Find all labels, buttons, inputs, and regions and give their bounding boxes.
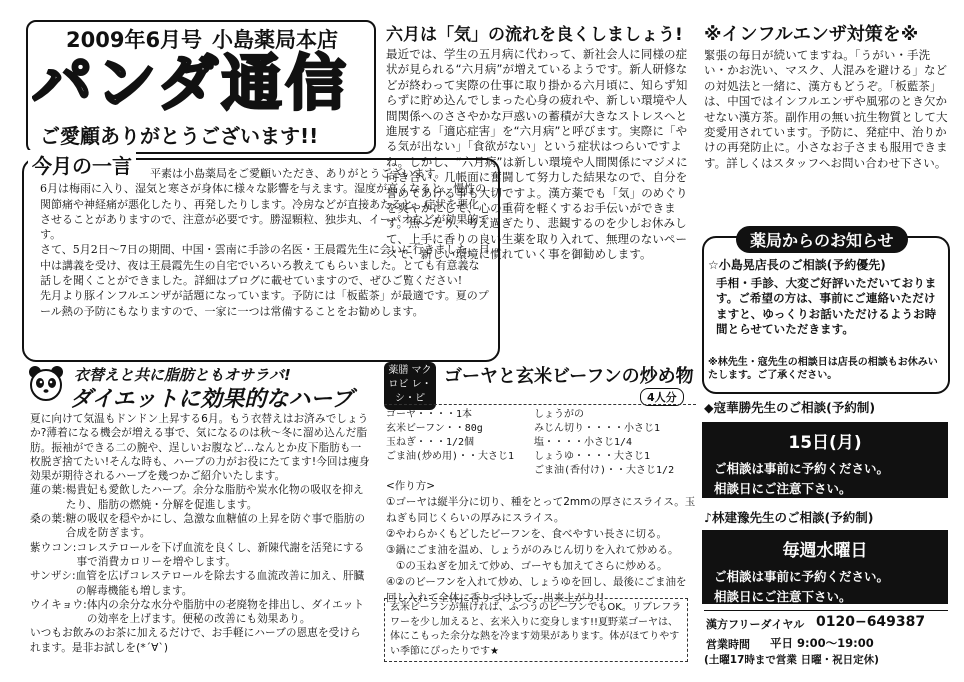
recipe-steps: [386, 478, 696, 606]
herb-desc: 体内の余分な水分や脂肪中の老廃物を排出し、ダイエットの効率を上げます。便秘の改善にも効果あり。: [86, 598, 365, 626]
dial-number: 0120−649387: [816, 614, 926, 630]
greeting-line-1: 平素は小島薬局をご愛顧いただき、ありがとうございます。: [150, 167, 446, 180]
recipe-step: ①ゴーヤは縦半分に切り、種をとって2mmの厚さにスライス。玉ねぎも同じくらいの厚みにスライス。: [386, 496, 696, 524]
recipe-memo-text: 玄米ビーフンが無ければ、ふつうのビーフンでもOK。リブレフラワーを少し加えると、玄米入りに変身します!!夏野菜ゴーヤは、体にこもった余分な熱を冷ます効果があります。体がほてりやすい季節にぴったりです★: [390, 602, 682, 657]
recipe-step: ③鍋にごま油を温め、しょうがのみじん切りを入れて炒める。: [386, 544, 679, 556]
recipe-tag-text: 薬膳 マクロビ レ・シ・ピ: [388, 365, 432, 404]
recipe-step: ④②のビーフンを入れて炒め、しょうゆを回し、最後にごま油を回し入れて全体に香りづけして、出来上がり!!: [386, 576, 687, 604]
ki-body: 最近では、学生の五月病に代わって、新社会人に同様の症状が見られる“六月病”が増えているようです。新人研修などが終わって実際の仕事に取り掛かる六月頃に、知らず知らずに貯め込んでしまった心身の疲れや、新しい環境や人間関係へのささやかな戸惑いの蓄積が大きなストレスへと進展する「適応症害」を“六月病”と呼びます。実際に「やる気が出ない」「食欲がない」という症状はつらいですよね。しかし、“六月病”は新しい環境や人間関係にマジメに向き合い、几帳面に奮闘して努力した結果なので、自分を誉めてあげる事も大切ですよ。漢方薬でも「気」のめぐりを爽やかにして、心の重荷を軽くするお手伝いができます。焦ったり、考え過ぎたり、悲観するのを少しお休みして、上手に香りの良い生薬を取り入れて、無理のないペースで、新しい環境に慣れていく事を御勧めします。: [386, 47, 688, 262]
herb-item: [30, 483, 370, 512]
recipe-divider: [384, 404, 696, 405]
herb-desc: 糖の吸収を穏やかにし、急激な血糖値の上昇を防ぐ事で脂肪の合成を防ぎます。: [65, 513, 366, 540]
herb-item: [30, 541, 370, 570]
store-name: 小島薬局本店: [212, 28, 338, 52]
dial-label: 漢方フリーダイヤル: [706, 618, 805, 631]
greeting-heading: 今月の一言: [28, 150, 136, 179]
recipe-step: ①の玉ねぎを加えて炒め、ゴーヤも加えてさらに炒める。: [396, 560, 668, 572]
herb-item: [30, 512, 370, 541]
recipe-step: ②やわらかくもどしたビーフンを、食べやすい長さに切る。: [386, 528, 668, 540]
diet-intro: 夏に向けて気温もドンドン上昇する6月。もう衣替えはお済みでしょうか?薄着になる機会が増える事で、気になるのは秋〜冬に溜め込んだ脂肪。振袖ができる二の腕や、逞しいお腹など…なんとか皮下脂肪も一枚脱ぎ捨てたい!そんな時も、ハーブの力がお役にたてます!今回は痩身効果が期待されるハーブを幾つかご紹介いたします。: [30, 413, 370, 483]
herb-desc: コレステロールを下げ血流を良くし、新陳代謝を活発にする事で消費カロリーを増やします。: [76, 541, 365, 568]
herb-desc: 血管を広げコレステロールを除去する血流改善に加え、肝臓の解毒機能も増します。: [75, 570, 365, 597]
ingredients-right: [534, 408, 696, 478]
ki-heading: 六月は「気」の流れを良くしましょう!: [386, 25, 683, 45]
ingredient: ごま油(炒め用)・・大さじ1: [386, 451, 515, 462]
thanks-text: ご愛顧ありがとうございます!!: [40, 124, 319, 148]
recipe-serves: 4人分: [640, 388, 684, 406]
kou-date: 15日(月): [788, 433, 862, 453]
kojima-title: ☆小島晃店長のご相談(予約優先): [708, 258, 886, 272]
greeting-line-2: 6月は梅雨に入り、湿気と寒さが身体に様々な影響を与えます。湿度が高くなると、慢性の関節痛や神経痛が悪化したり、再発したりします。冷房などが直接あたると、症状を悪化させることがありますので、注意が必要です。勝湿顆粒、独歩丸、イーパオなどが効果的です。: [40, 182, 490, 242]
ingredient: ごま油(香付け)・・大さじ1/2: [534, 465, 675, 476]
hours-value: 平日 9:00〜19:00: [770, 636, 874, 650]
herb-item: [30, 598, 370, 627]
steps-label: <作り方>: [386, 480, 436, 492]
herb-name: 桑の葉:: [30, 513, 66, 526]
flu-heading: ※インフルエンザ対策を※: [704, 24, 919, 45]
ingredient: みじん切り・・・・小さじ1: [534, 423, 661, 434]
ingredient: 玉ねぎ・・・1/2個: [386, 437, 475, 448]
greeting-line-4: 先月より豚インフルエンザが話題になっています。予防には「板藍茶」が最適です。夏のプール熱の予防にもなりますので、一家に一つは常備することをお勧めします。: [40, 289, 489, 318]
kou-line-1: ご相談は事前に予約ください。: [714, 461, 890, 476]
diet-heading-2: ダイエットに効果的なハーブ: [70, 387, 354, 412]
recipe-tag: [384, 362, 436, 410]
ingredient: 玄米ビーフン・・80g: [386, 423, 483, 434]
herb-name: 紫ウコン:: [30, 541, 77, 554]
diet-heading-1: 衣替えと共に脂肪ともオサラバ!: [74, 366, 291, 384]
herb-name: ウイキョウ:: [30, 598, 87, 611]
kou-line-2: 相談日にご注意下さい。: [714, 481, 852, 496]
herb-item: [30, 569, 370, 598]
lin-line-2: 相談日にご注意下さい。: [714, 589, 852, 604]
ingredient: 塩・・・・小さじ1/4: [534, 437, 633, 448]
ingredient: しょうゆ・・・・大さじ1: [534, 451, 651, 462]
flu-body: 緊張の毎日が続いてますね。「うがい・手洗い・かお洗い、マスク、人混みを避ける」などの対処法と一緒に、漢方もどうぞ。「板藍茶」は、中国ではインフルエンザや風邪のとき欠かせない漢方茶。副作用の無い抗生物質として大変愛用されています。予防に、発症中、治りかけの再発防止に。小さなお子さまも服用できます。詳しくはスタッフへお問い合わせ下さい。: [704, 48, 948, 170]
herb-name: サンザシ:: [30, 570, 76, 583]
diet-body: [30, 412, 370, 655]
greeting-line-3: さて、5月2日〜7日の期間、中国・雲南に手診の名医・王晨霞先生に会いに行きました。日中は講義を受け、夜は王晨霞先生の自宅でいろいろ教えてもらいました。とても有意義な話しを聞くことができました。詳細はブログに載せていますので、ぜひご覧ください!: [40, 243, 490, 288]
herb-name: 蓮の葉:: [30, 484, 66, 497]
lin-panel: [702, 530, 948, 604]
herb-desc: 楊貴妃も愛飲したハーブ。余分な脂肪や炭水化物の吸収を抑えたり、脂肪の燃焼・分解を促進します。: [65, 484, 364, 511]
masthead-title-text: パンダ通信: [32, 50, 350, 119]
diet-outro: いつもお飲みのお茶に加えるだけで、お手軽にハーブの恩恵を受けられます。是非お試しを(*´∀`): [30, 627, 361, 654]
recipe-title: ゴーヤと玄米ビーフンの炒め物: [444, 366, 694, 387]
hours-label: 営業時間: [706, 638, 750, 651]
hours-note: (土曜17時まで営業 日曜・祝日定休): [704, 654, 879, 666]
lin-title: ♪林建豫先生のご相談(予約制): [704, 510, 874, 525]
kou-title: ◆寇華勝先生のご相談(予約制): [704, 400, 876, 415]
panda-icon: [26, 364, 66, 404]
masthead-title: [32, 50, 370, 120]
kojima-note: ※林先生・寇先生の相談日は店長の相談もお休みいたします。ご了承ください。: [708, 357, 938, 381]
recipe-memo: [384, 598, 688, 662]
kou-panel: [702, 422, 948, 498]
issue-label: 2009年6月号: [66, 28, 203, 52]
lin-date: 毎週水曜日: [782, 541, 868, 561]
footer-divider: [704, 610, 948, 611]
kojima-text: 手相・手診、大変ご好評いただいております。ご希望の方は、事前にご連絡いただけますと、ゆっくりお話いただけるようお時間とらせていただきます。: [716, 276, 937, 337]
news-heading: 薬局からのお知らせ: [736, 226, 908, 253]
ingredients-left: [386, 408, 546, 464]
ingredient: しょうがの: [534, 409, 584, 420]
ingredient: ゴーヤ・・・・1本: [386, 409, 473, 420]
lin-line-1: ご相談は事前に予約ください。: [714, 569, 890, 584]
